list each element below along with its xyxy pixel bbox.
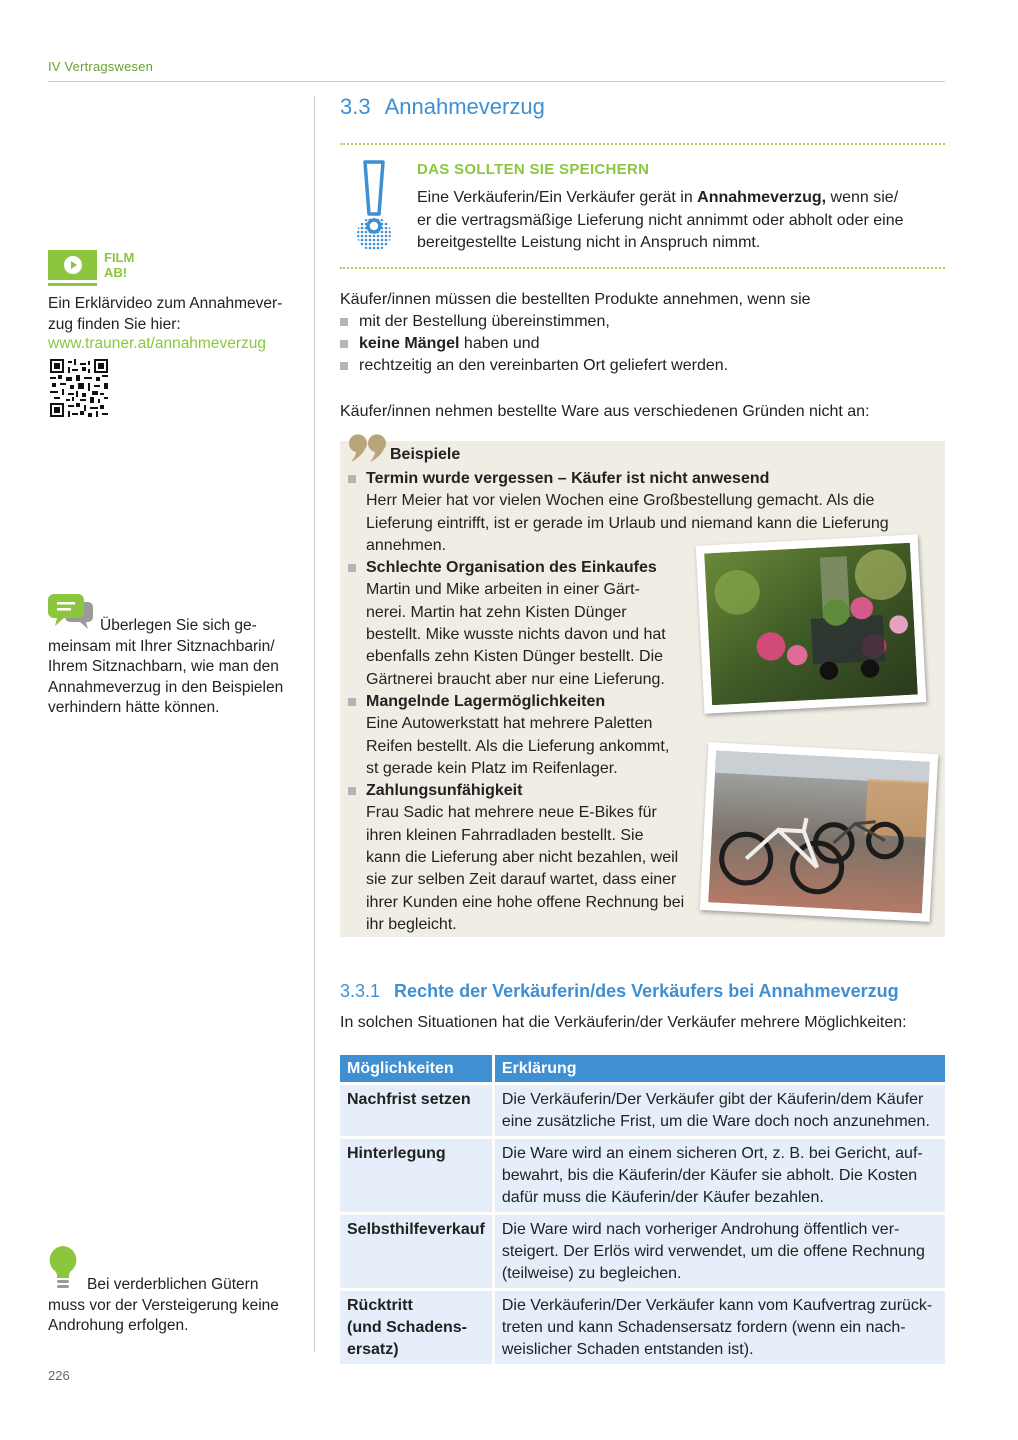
- example-line: ebenfalls zehn Kisten Dünger bestellt. Die: [366, 648, 664, 666]
- qr-code-icon[interactable]: [50, 359, 108, 417]
- subsection-intro: In solchen Situationen hat die Verkäuferin/der Verkäufer mehrere Möglichkeiten:: [340, 1014, 907, 1031]
- example-line: nerei. Martin hat zehn Kisten Dünger: [366, 603, 627, 621]
- section-number: 3.3: [340, 94, 371, 119]
- list-item-text: haben und: [459, 335, 540, 352]
- table-key-cell: [340, 1212, 495, 1288]
- film-label-line: FILM: [104, 250, 135, 265]
- cell-line: bewahrt, bis die Käuferin/der Käufer sie abholt. Die Kosten: [501, 1167, 918, 1184]
- cell-line: (und Schadens-: [347, 1319, 468, 1336]
- intro-paragraph: Käufer/innen müssen die bestellten Produkte annehmen, wenn sie: [340, 291, 811, 308]
- running-head: IV Vertragswesen: [48, 59, 154, 74]
- column-header: Erklärung: [495, 1055, 945, 1082]
- save-box-top-border: [340, 143, 945, 145]
- discussion-prompt: [48, 616, 298, 719]
- cell-line: treten und kann Schadensersatz fordern (wenn ein nach-: [501, 1319, 906, 1336]
- cell-line: Die Ware wird an einem sicheren Ort, z. B. bei Gericht, auf-: [501, 1145, 923, 1162]
- save-box-text: [417, 187, 937, 255]
- subsection-title: [340, 981, 899, 1002]
- film-label: [104, 250, 134, 280]
- table-row: [340, 1136, 945, 1212]
- cell-line: weislicher Schaden entstanden ist).: [501, 1341, 754, 1358]
- examples-heading: Beispiele: [390, 446, 461, 463]
- discussion-line: Überlegen Sie sich ge-: [100, 617, 257, 634]
- example-line: Lieferung eintrifft, ist er gerade im Urlaub und niemand kann die Lieferung: [366, 514, 889, 532]
- cell-line: steigert. Der Erlös wird verwendet, um die offene Rechnung: [501, 1243, 925, 1260]
- example-title: Termin wurde vergessen – Käufer ist nicht anwesend: [366, 470, 770, 487]
- table-row: [340, 1212, 945, 1288]
- quote-icon: [347, 430, 387, 464]
- save-text-part: Eine Verkäuferin/Ein Verkäufer gerät in: [417, 189, 698, 206]
- subsection-title-text: Rechte der Verkäuferin/des Verkäufers bei Annahmeverzug: [394, 981, 899, 1001]
- section-title: [340, 94, 545, 120]
- example-title: Schlechte Organisation des Einkaufes: [366, 559, 657, 577]
- example-title: Zahlungsunfähigkeit: [366, 782, 523, 800]
- discussion-line: meinsam mit Ihrer Sitznachbarin/: [48, 637, 275, 655]
- table-row: [340, 1082, 945, 1136]
- garden-center-photo: [696, 534, 926, 713]
- list-item-bold: keine Mängel: [359, 335, 460, 352]
- discussion-line: verhindern hätte können.: [48, 699, 220, 716]
- cell-line: (teilweise) zu begleichen.: [501, 1265, 682, 1282]
- column-header: Möglichkeiten: [340, 1055, 495, 1082]
- example-line: ihren kleinen Fahrradladen bestellt. Sie: [366, 826, 644, 844]
- table-text-cell: [495, 1082, 945, 1136]
- list-item: rechtzeitig an den vereinbarten Ort geliefert werden.: [340, 355, 940, 377]
- header-rule: [48, 81, 945, 82]
- save-text-line: er die vertragsmäßige Lieferung nicht annimmt oder abholt oder eine: [417, 211, 904, 229]
- example-line: sie zur selben Zeit darauf wartet, dass einer: [366, 871, 677, 889]
- cell-line: Nachfrist setzen: [347, 1091, 471, 1108]
- cell-line: dafür muss die Käuferin/der Käufer bezahlen.: [501, 1189, 824, 1206]
- example-line: Reifen bestellt. Als die Lieferung ankommt,: [366, 737, 670, 755]
- tip-line: muss vor der Versteigerung keine: [48, 1296, 279, 1314]
- table-key-cell: [340, 1082, 495, 1136]
- cell-line: Die Verkäuferin/Der Verkäufer gibt der Käuferin/dem Käufer: [501, 1091, 924, 1108]
- cell-line: ersatz): [347, 1341, 399, 1358]
- cell-line: eine zusätzliche Frist, um die Ware doch noch anzunehmen.: [501, 1113, 930, 1130]
- subsection-number: 3.3.1: [340, 981, 381, 1001]
- tip-line: Bei verderblichen Gütern: [87, 1276, 259, 1293]
- example-line: Frau Sadic hat mehrere neue E-Bikes für: [366, 804, 657, 822]
- rights-table: [340, 1055, 945, 1364]
- cell-line: Hinterlegung: [347, 1145, 446, 1162]
- example-line: st gerade kein Platz im Reifenlager.: [366, 759, 618, 777]
- example-line: bestellt. Mike wusste nichts davon und hat: [366, 626, 666, 644]
- section-title-text: Annahmeverzug: [384, 94, 545, 119]
- example-line: Eine Autowerkstatt hat mehrere Paletten: [366, 715, 653, 733]
- table-text-cell: [495, 1212, 945, 1288]
- save-text-bold: Annahmeverzug,: [697, 189, 827, 206]
- page-number: 226: [48, 1368, 70, 1383]
- example-line: ihrer Kunden eine hohe offene Rechnung bei: [366, 893, 685, 911]
- save-box-bottom-border: [340, 267, 945, 269]
- example-line: kann die Lieferung aber nicht bezahlen, weil: [366, 849, 679, 867]
- film-url-link[interactable]: www.trauner.at/annahmeverzug: [48, 335, 266, 352]
- table-text-cell: [495, 1288, 945, 1364]
- e-bikes-photo: [700, 742, 938, 922]
- save-box-heading: DAS SOLLTEN SIE SPEICHERN: [417, 161, 650, 178]
- table-header-row: [340, 1055, 945, 1082]
- reasons-paragraph: Käufer/innen nehmen bestellte Ware aus verschiedenen Gründen nicht an:: [340, 403, 870, 420]
- list-item: [340, 333, 940, 355]
- film-play-icon[interactable]: [48, 250, 97, 280]
- film-badge-underline: [48, 283, 97, 286]
- example-line: Gärtnerei braucht aber nur eine Lieferung.: [366, 670, 665, 688]
- cell-line: Rücktritt: [347, 1297, 413, 1314]
- garden-center-image: [704, 543, 918, 706]
- tip-line: Androhung erfolgen.: [48, 1317, 189, 1334]
- film-text-line: Ein Erklärvideo zum Annahmever-: [48, 295, 283, 312]
- discussion-line: Annahmeverzug in den Beispielen: [48, 678, 284, 696]
- list-item: mit der Bestellung übereinstimmen,: [340, 311, 940, 333]
- cell-line: Die Ware wird nach vorheriger Androhung öffentlich ver-: [501, 1221, 900, 1238]
- film-label-line: AB!: [104, 265, 128, 280]
- film-text-line: zug finden Sie hier:: [48, 316, 181, 333]
- save-text-part: wenn sie/: [826, 189, 899, 206]
- table-key-cell: [340, 1136, 495, 1212]
- tip-text: [48, 1275, 298, 1337]
- film-description: [48, 293, 298, 335]
- table-key-cell: [340, 1288, 495, 1364]
- column-divider: [314, 96, 315, 1352]
- cell-line: Die Verkäuferin/Der Verkäufer kann vom Kaufvertrag zurück-: [501, 1297, 933, 1314]
- example-line: annehmen.: [366, 536, 447, 554]
- discussion-line: Ihrem Sitznachbarn, wie man den: [48, 658, 279, 675]
- table-text-cell: [495, 1136, 945, 1212]
- example-line: ihr begleicht.: [366, 915, 457, 933]
- save-text-line: bereitgestellte Leistung nicht in Anspruch nimmt.: [417, 234, 761, 251]
- exclamation-icon: [352, 158, 396, 250]
- e-bikes-image: [708, 751, 930, 914]
- condition-list: [340, 311, 940, 377]
- table-row: [340, 1288, 945, 1364]
- example-title: Mangelnde Lagermöglichkeiten: [366, 692, 606, 710]
- cell-line: Selbsthilfeverkauf: [347, 1221, 485, 1238]
- example-line: Martin und Mike arbeiten in einer Gärt-: [366, 581, 640, 599]
- example-line: Herr Meier hat vor vielen Wochen eine Großbestellung gemacht. Als die: [366, 492, 875, 510]
